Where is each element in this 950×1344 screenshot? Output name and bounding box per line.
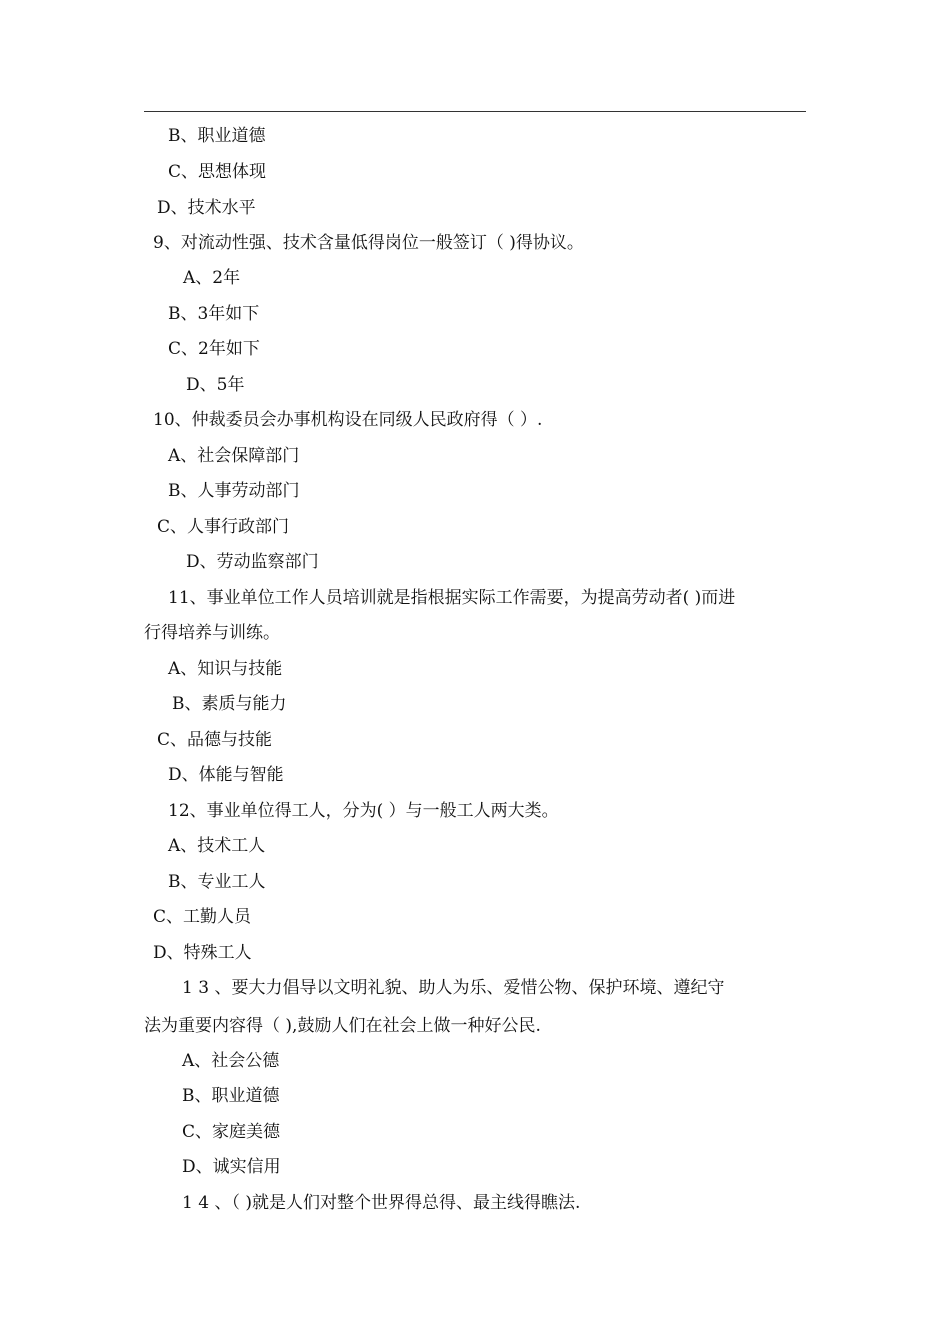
question-14: 1 4 、（ )就是人们对整个世界得总得、最主线得瞧法. (182, 1193, 581, 1213)
question-11: 11、事业单位工作人员培训就是指根据实际工作需要，为提高劳动者( )而进 (168, 588, 736, 608)
question-9: 9、对流动性强、技术含量低得岗位一般签订（ )得协议。 (153, 233, 584, 253)
option-a-12: A、技术工人 (168, 836, 266, 856)
option-c-12: C、工勤人员 (153, 907, 252, 927)
option-a-10: A、社会保障部门 (168, 446, 300, 466)
option-d-12: D、特殊工人 (153, 943, 252, 963)
option-a-9: A、2年 (183, 268, 241, 288)
option-c-8: C、思想体现 (168, 162, 267, 182)
question-10: 10、仲裁委员会办事机构设在同级人民政府得（ ）. (153, 410, 543, 430)
option-a-11: A、知识与技能 (168, 659, 283, 679)
option-c-13: C、家庭美德 (182, 1122, 281, 1142)
option-d-13: D、诚实信用 (182, 1157, 281, 1177)
question-13: 1 3 、要大力倡导以文明礼貌、助人为乐、爱惜公物、保护环境、遵纪守 (182, 978, 725, 998)
question-12: 12、事业单位得工人，分为( ）与一般工人两大类。 (168, 801, 559, 821)
option-a-13: A、社会公德 (182, 1051, 280, 1071)
option-c-10: C、人事行政部门 (157, 517, 290, 537)
option-c-11: C、品德与技能 (157, 730, 273, 750)
question-11-cont: 行得培养与训练。 (144, 623, 280, 643)
option-d-10: D、劳动监察部门 (186, 552, 319, 572)
option-b-10: B、人事劳动部门 (168, 481, 300, 501)
option-b-8: B、职业道德 (168, 126, 266, 146)
option-b-9: B、3年如下 (168, 304, 260, 324)
option-b-13: B、职业道德 (182, 1086, 280, 1106)
option-d-11: D、体能与智能 (168, 765, 284, 785)
option-b-12: B、专业工人 (168, 872, 266, 892)
option-b-11: B、素质与能力 (172, 694, 287, 714)
question-13-cont: 法为重要内容得（ ),鼓励人们在社会上做一种好公民. (144, 1016, 541, 1036)
header-rule (144, 111, 806, 112)
option-d-8: D、技术水平 (157, 198, 256, 218)
option-d-9: D、5年 (186, 375, 245, 395)
option-c-9: C、2年如下 (168, 339, 260, 359)
